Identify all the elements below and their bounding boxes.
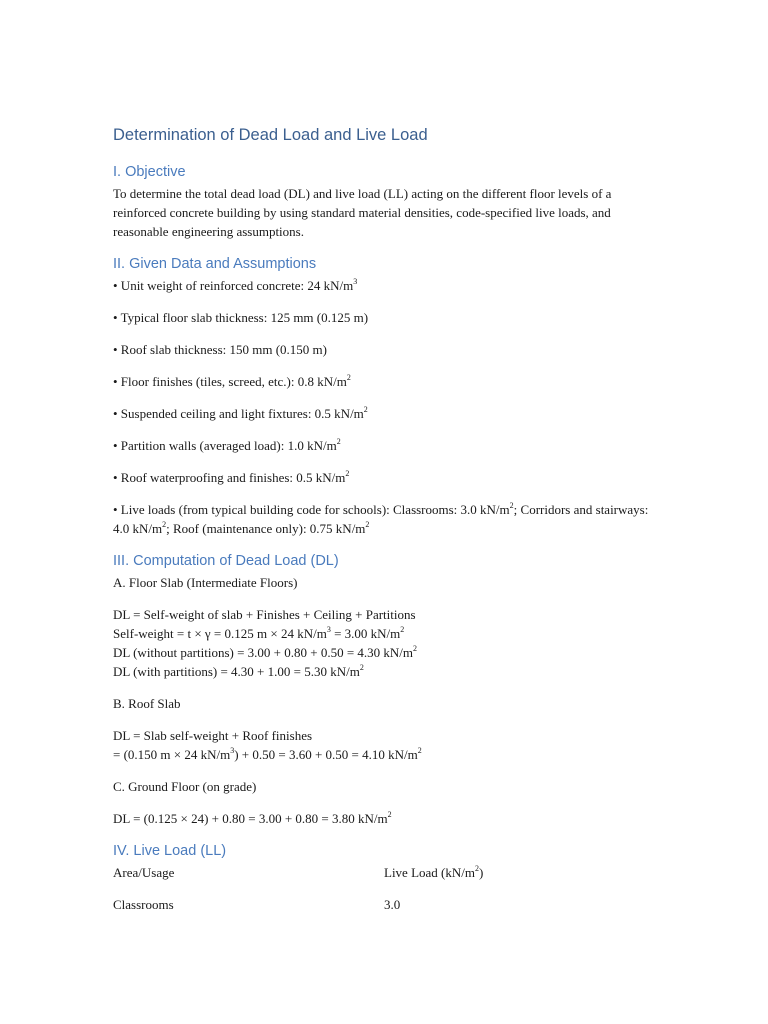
objective-text: To determine the total dead load (DL) and live load (LL) acting on the different floor levels of a reinforced concrete building by using standard material densities, code-specified live loads, and reasonable engineering assumptions. — [113, 186, 612, 239]
table-cell-area: Classrooms — [113, 897, 174, 912]
floor-slab-line-2: Self-weight = t × γ = 0.125 m × 24 $kN/m^3 = 3.00$ $kN/m^2$ — [113, 624, 405, 641]
roof-slab-title: B. Roof Slab — [113, 696, 181, 711]
ground-floor-title: C. Ground Floor (on grade) — [113, 779, 257, 794]
table-row — [113, 895, 658, 914]
floor-slab-title: A. Floor Slab (Intermediate Floors) — [113, 575, 298, 590]
document-title: Determination of Dead Load and Live Load — [113, 126, 428, 144]
column-header-live-load: Live Load $(kN/m^2)$ — [384, 863, 484, 880]
table-cell-load: 3.0 — [384, 897, 401, 912]
bullet-roof-finishes: • Roof waterproofing and finishes: 0.5 $kN/m^2$ — [113, 468, 350, 485]
column-header-area: Area/Usage — [113, 865, 175, 880]
document-page — [113, 124, 658, 914]
live-load-heading: IV. Live Load (LL) — [113, 843, 227, 859]
given-data-heading: II. Given Data and Assumptions — [113, 256, 317, 272]
roof-slab-line-2: = (0.150 m × 24 $kN/m^3) + 0.50 = 3.60 + 0.50 = 4.10$ $kN/m^2$ — [113, 745, 422, 762]
bullet-ceiling: • Suspended ceiling and light fixtures: 0.5 $kN/m^2$ — [113, 404, 368, 421]
dead-load-heading: III. Computation of Dead Load (DL) — [113, 553, 339, 569]
floor-slab-line-4: DL (with partitions) = 4.30 + 1.00 = 5.30 $kN/m^2$ — [113, 662, 364, 679]
floor-slab-line-1: DL = Self-weight of slab + Finishes + Ceiling + Partitions — [113, 607, 416, 622]
bullet-live-loads: • Live loads (from typical building code for schools): Classrooms: 3.0 $kN/m^2$; Corridors and stairways: 4.0 $kN/m^2$; Roof (maintenance only): 0.75 $kN/m^2$ — [113, 500, 649, 536]
ground-floor-line-1: DL = (0.125 × 24) + 0.80 = 3.00 + 0.80 = 3.80 $kN/m^2$ — [113, 809, 392, 826]
roof-slab-line-1: DL = Slab self-weight + Roof finishes — [113, 728, 313, 743]
bullet-roof-slab: • Roof slab thickness: 150 mm (0.150 m) — [113, 342, 327, 357]
bullet-floor-slab: • Typical floor slab thickness: 125 mm (0.125 m) — [113, 310, 369, 325]
bullet-floor-finishes: • Floor finishes (tiles, screed, etc.): 0.8 $kN/m^2$ — [113, 372, 351, 389]
objective-heading: I. Objective — [113, 164, 186, 180]
floor-slab-line-3: DL (without partitions) = 3.00 + 0.80 + 0.50 = 4.30 $kN/m^2$ — [113, 643, 418, 660]
bullet-partitions: • Partition walls (averaged load): 1.0 $kN/m^2$ — [113, 436, 341, 453]
bullet-concrete-weight: • Unit weight of reinforced concrete: 24 $kN/m^3$ — [113, 276, 358, 293]
live-load-table-header — [113, 863, 658, 882]
